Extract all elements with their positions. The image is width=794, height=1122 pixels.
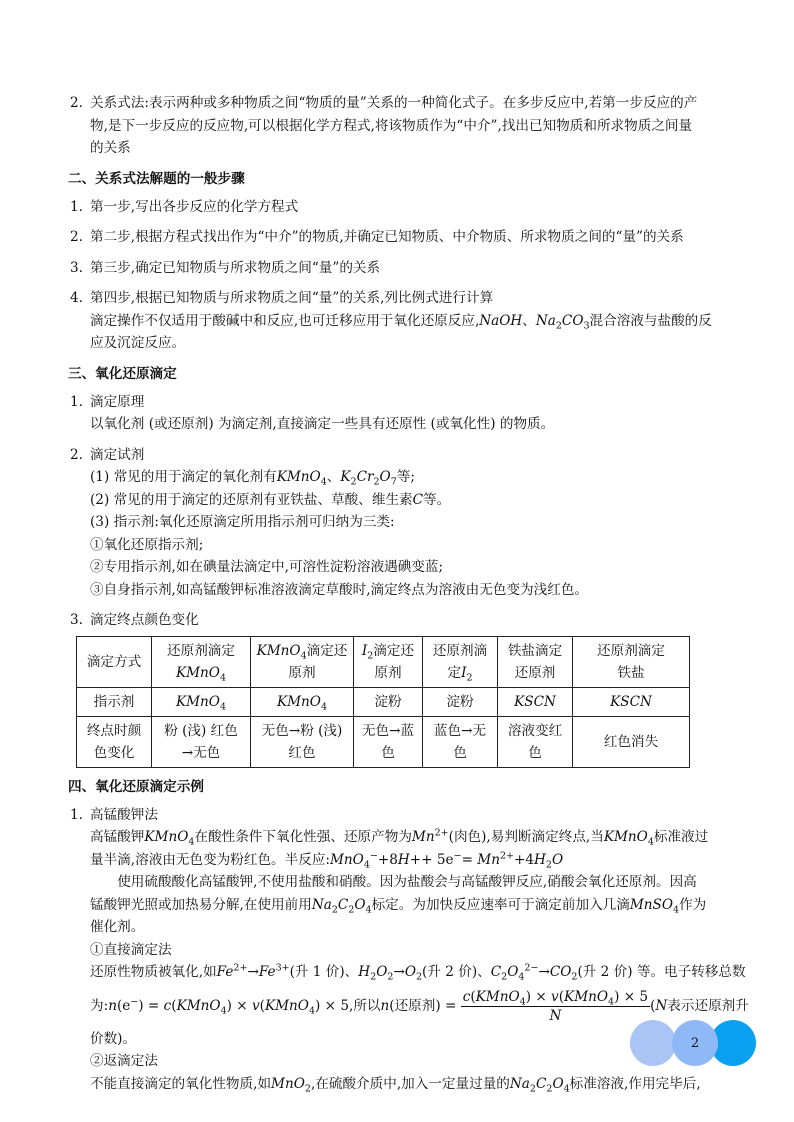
- step-text: 第一步,写出各步反应的化学方程式: [90, 198, 299, 215]
- list-number: 2.: [70, 95, 83, 111]
- page-badge-left-circle: [630, 1020, 676, 1066]
- step-item: [70, 196, 718, 219]
- indicator-type-1: ①氧化还原指示剂;: [90, 536, 204, 553]
- text-line: 锰酸钾光照或加热易分解,在使用前用$Na_2C_2O_4$标定。为加快反应速率可于滴定前加入几滴MnSO$_4$作为: [90, 896, 707, 916]
- half-reaction-line: 量半滴,溶液由无色变为粉红色。半反应:MnO$_4$−+8H++ $5e^-= Mn^{2+}+4H_2O$: [90, 849, 564, 871]
- table-cell: KSCN: [498, 687, 573, 716]
- table-row: [77, 716, 690, 767]
- list-number: 3.: [70, 612, 83, 628]
- text-line: 使用硫酸酸化高锰酸钾,不使用盐酸和硝酸。因为盐酸会与高锰酸钾反应,硝酸会氧化还原剂。因高: [117, 874, 697, 890]
- step-item: [70, 287, 718, 355]
- section-heading-redox-titration: 三、氧化还原滴定: [68, 365, 177, 382]
- step-item: [70, 226, 718, 249]
- text-line: 不能直接滴定的氧化性物质,如MnO$_2$,在硫酸介质中,加入一定量过量的$Na_2C_2O_4$标准溶液,作用完毕后,: [90, 1075, 701, 1095]
- item-title: 高锰酸钾法: [90, 806, 158, 823]
- table-cell: 红色消失: [573, 716, 690, 767]
- page-number: 2: [672, 1020, 718, 1066]
- step-text: 第三步,确定已知物质与所求物质之间“量”的关系: [90, 259, 381, 276]
- section-heading-examples: 四、氧化还原滴定示例: [68, 778, 204, 795]
- table-row: [77, 687, 690, 716]
- list-number: 1.: [70, 806, 83, 823]
- table-cell: KMnO$_4$: [152, 687, 251, 716]
- titration-reagents: [70, 444, 718, 602]
- table-cell: 蓝色→无 色: [423, 716, 498, 767]
- table-row: [77, 636, 690, 687]
- relation-method-definition: [70, 92, 718, 160]
- item-title: 滴定原理: [90, 393, 145, 410]
- list-number: 2.: [70, 446, 83, 463]
- titration-note-end: 应及沉淀反应。: [90, 335, 186, 351]
- list-number: 2.: [70, 229, 83, 245]
- text-line: 高锰酸钾KMnO$_4$在酸性条件下氧化性强、还原产物为$Mn^{2+}$(肉色),易判断滴定终点,当KMnO$_4$标准液过: [90, 827, 709, 848]
- text-line: 催化剂。: [90, 919, 145, 935]
- titration-principle: [70, 391, 718, 436]
- table-cell: 无色→蓝 色: [354, 716, 423, 767]
- step-text: 第四步,根据已知物质与所求物质之间“量”的关系,列比例式进行计算: [90, 290, 494, 306]
- table-cell: 还原剂滴定 铁盐: [573, 636, 690, 687]
- table-cell: $I_2$滴定还 原剂: [354, 636, 423, 687]
- table-cell: 还原剂滴 定$I_2$: [423, 636, 498, 687]
- text-line: 还原性物质被氧化,如$Fe^{2+}\to Fe^{3+}$(升 1 价)、$H_2O_2\to O_2$(升 2 价)、$C_2O_4^{2-}\to CO_2$(升 2 价) 等。电子转移总数: [90, 962, 746, 983]
- text-line: 物,是下一步反应的反应物,可以根据化学方程式,将该物质作为“中介”,找出已知物质和所求物质之间量: [90, 117, 693, 134]
- table-cell: 铁盐滴定 还原剂: [498, 636, 573, 687]
- text-line: 关系式法:表示两种或多种物质之间“物质的量”关系的一种简化式子。在多步反应中,若第一步反应的产: [90, 95, 698, 111]
- list-number: 1.: [70, 198, 83, 215]
- indicator-type-2: ②专用指示剂,如在碘量法滴定中,可溶性淀粉溶液遇碘变蓝;: [90, 559, 444, 575]
- item-title: 滴定终点颜色变化: [90, 612, 199, 628]
- item-title: 滴定试剂: [90, 446, 145, 463]
- list-number: 4.: [70, 290, 83, 306]
- indicator-line: (3) 指示剂:氧化还原滴定所用指示剂可归纳为三类:: [90, 514, 395, 530]
- table-cell: 淀粉: [423, 687, 498, 716]
- item-text: 以氧化剂 (或还原剂) 为滴定剂,直接滴定一些具有还原性 (或氧化性) 的物质。: [90, 416, 555, 432]
- table-cell: 淀粉: [354, 687, 423, 716]
- table-cell: 粉 (浅) 红色 →无色: [152, 716, 251, 767]
- fraction: $\frac{c(KMnO_4) \times v(KMnO_4) \times 5}{N}$: [462, 988, 649, 1024]
- method-title-back: ②返滴定法: [90, 1053, 158, 1069]
- electron-transfer-formula: 为:n(e−) = c(KMnO$_4$) × v(KMnO$_4$) × 5,所以n(还原剂) = $\frac{c(KMnO_4) \times v(KMnO_4) \times 5}{N}$ (N表示还原剂升: [90, 988, 749, 1024]
- endpoint-color-table: [76, 636, 690, 768]
- table-cell: 滴定方式: [77, 636, 152, 687]
- endpoint-color-change: [70, 609, 718, 632]
- table-cell: 还原剂滴定 KMnO$_4$: [152, 636, 251, 687]
- text-line: 价数)。: [90, 1030, 137, 1047]
- step-text: 第二步,根据方程式找出作为“中介”的物质,并确定已知物质、中介物质、所求物质之间的“量”的关系: [90, 229, 684, 245]
- table-cell: 溶液变红 色: [498, 716, 573, 767]
- table-cell: 无色→粉 (浅) 红色: [251, 716, 354, 767]
- list-number: 1.: [70, 393, 83, 410]
- table-cell: KMnO$_4$: [251, 687, 354, 716]
- table-cell: 指示剂: [77, 687, 152, 716]
- titration-note: 滴定操作不仅适用于酸碱中和反应,也可迁移应用于氧化还原反应,NaOH、$Na_2CO_3$混合溶液与盐酸的反: [90, 312, 712, 332]
- table-cell: KSCN: [573, 687, 690, 716]
- reductant-line: (2) 常见的用于滴定的还原剂有亚铁盐、草酸、维生素C等。: [90, 491, 451, 508]
- indicator-type-3: ③自身指示剂,如高锰酸钾标准溶液滴定草酸时,滴定终点为溶液由无色变为浅红色。: [90, 581, 589, 598]
- permanganate-method: [70, 804, 749, 1096]
- method-title-direct: ①直接滴定法: [90, 941, 172, 958]
- table-cell: 终点时颜 色变化: [77, 716, 152, 767]
- oxidant-line: (1) 常见的用于滴定的氧化剂有KMnO$_4$、$K_2Cr_2O_7$等;: [90, 469, 415, 488]
- section-heading-steps: 二、关系式法解题的一般步骤: [68, 170, 245, 187]
- step-item: [70, 257, 718, 280]
- text-line: 的关系: [90, 140, 131, 156]
- table-cell: KMnO$_4$滴定还 原剂: [251, 636, 354, 687]
- list-number: 3.: [70, 259, 83, 276]
- document-page: [68, 92, 749, 1103]
